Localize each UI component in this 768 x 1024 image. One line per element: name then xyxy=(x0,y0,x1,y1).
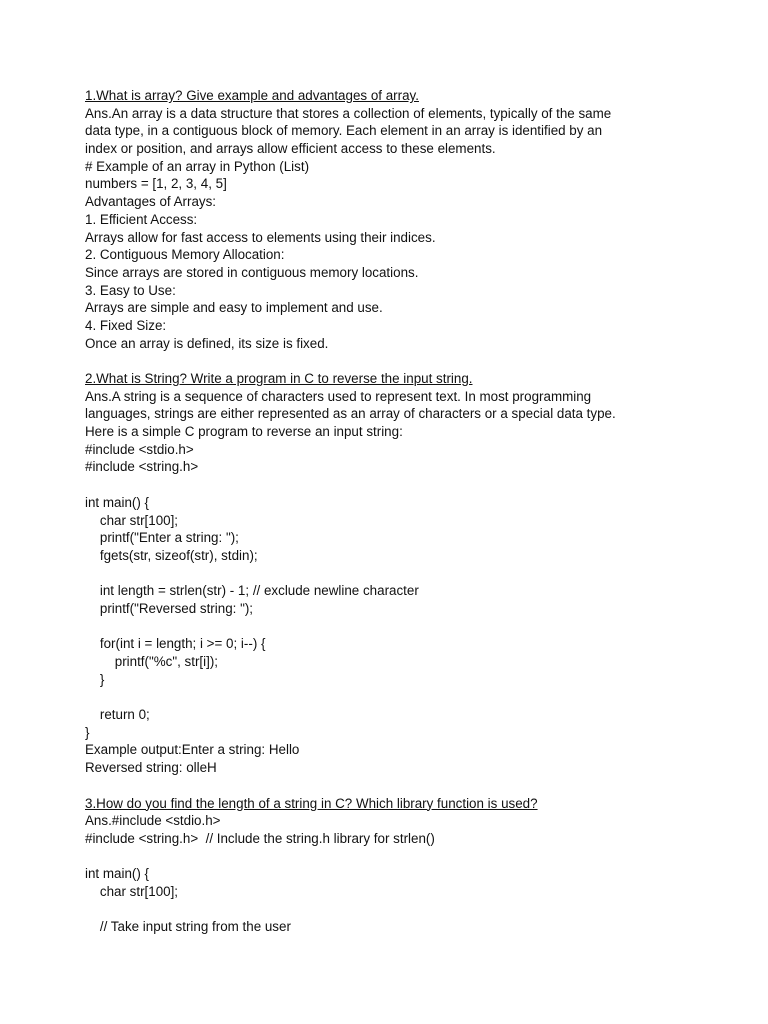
answer-line: Here is a simple C program to reverse an input string: xyxy=(85,424,403,440)
blank-line xyxy=(85,777,725,795)
question-heading: 2.What is String? Write a program in C to reverse the input string. xyxy=(85,371,473,386)
answer-line: int main() { xyxy=(85,866,149,882)
answer-line: Arrays allow for fast access to elements using their indices. xyxy=(85,229,436,245)
answer-line: printf("Reversed string: "); xyxy=(85,600,254,616)
answer-line: #include <string.h> // Include the string.h library for strlen() xyxy=(85,830,435,846)
blank-line xyxy=(85,688,725,706)
blank-line xyxy=(85,476,725,494)
blank-line xyxy=(85,352,725,370)
blank-line xyxy=(85,901,725,919)
answer-line: Ans.A string is a sequence of characters used to represent text. In most programming xyxy=(85,388,592,404)
answer-line: Advantages of Arrays: xyxy=(85,194,217,210)
answer-line: // Take input string from the user xyxy=(85,919,291,935)
answer-line: 1. Efficient Access: xyxy=(85,211,198,227)
answer-line: Ans.An array is a data structure that stores a collection of elements, typically of the same xyxy=(85,105,612,121)
answer-line: int length = strlen(str) - 1; // exclude newline character xyxy=(85,583,419,599)
answer-line: data type, in a contiguous block of memory. Each element in an array is identified by an xyxy=(85,123,603,139)
blank-line xyxy=(85,565,725,583)
answer-line: for(int i = length; i >= 0; i--) { xyxy=(85,636,266,652)
answer-line: Once an array is defined, its size is fixed. xyxy=(85,335,329,351)
answer-line: fgets(str, sizeof(str), stdin); xyxy=(85,547,258,563)
answer-line: Example output:Enter a string: Hello xyxy=(85,742,300,758)
question-heading: 1.What is array? Give example and advantages of array. xyxy=(85,88,419,103)
answer-line: printf("Enter a string: "); xyxy=(85,530,239,546)
answer-line: languages, strings are either represented as an array of characters or a special data type. xyxy=(85,406,616,422)
answer-line: } xyxy=(85,671,105,687)
blank-line xyxy=(85,848,725,866)
answer-line: index or position, and arrays allow efficient access to these elements. xyxy=(85,141,496,157)
answer-line: Since arrays are stored in contiguous memory locations. xyxy=(85,264,419,280)
answer-line: #include <string.h> xyxy=(85,459,199,475)
answer-line: Ans.#include <stdio.h> xyxy=(85,813,221,829)
answer-line: printf("%c", str[i]); xyxy=(85,654,219,669)
answer-line: numbers = [1, 2, 3, 4, 5] xyxy=(85,176,227,192)
answer-line: #include <stdio.h> xyxy=(85,441,194,457)
blank-line xyxy=(85,618,725,636)
answer-line: 4. Fixed Size: xyxy=(85,317,167,333)
answer-line: } xyxy=(85,724,90,740)
question-heading: 3.How do you find the length of a string in C? Which library function is used? xyxy=(85,795,538,811)
answer-line: # Example of an array in Python (List) xyxy=(85,158,310,174)
answer-line: char str[100]; xyxy=(85,883,179,899)
answer-line: 2. Contiguous Memory Allocation: xyxy=(85,247,285,263)
answer-line: Arrays are simple and easy to implement and use. xyxy=(85,300,383,316)
answer-line: return 0; xyxy=(85,707,150,723)
document-content xyxy=(85,87,725,936)
answer-line: int main() { xyxy=(85,494,149,510)
answer-line: 3. Easy to Use: xyxy=(85,282,176,298)
answer-line: Reversed string: olleH xyxy=(85,760,217,776)
answer-line: char str[100]; xyxy=(85,512,179,528)
